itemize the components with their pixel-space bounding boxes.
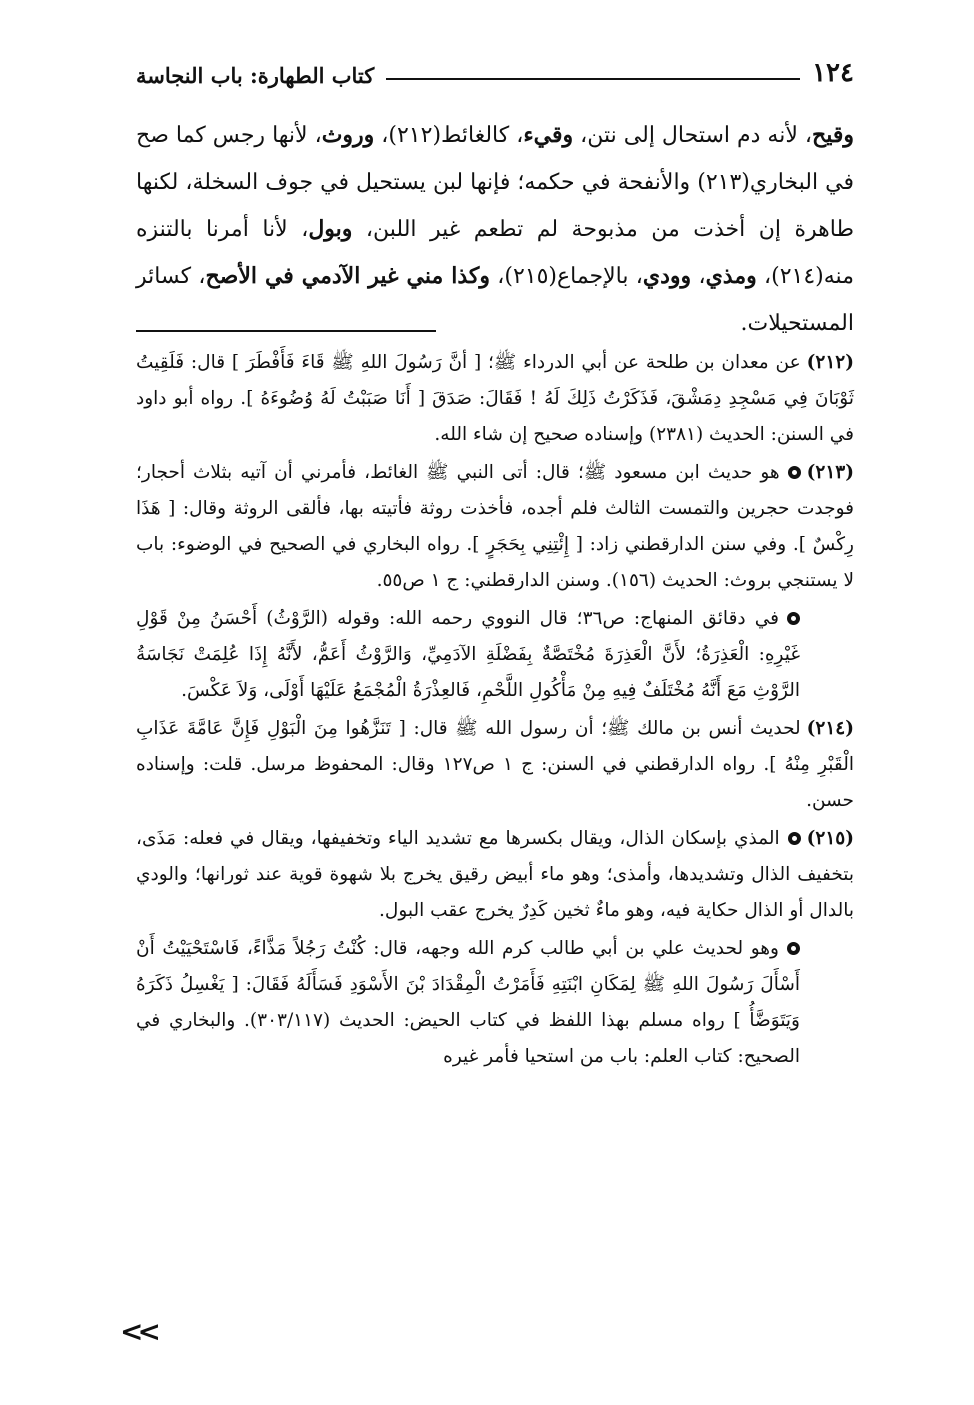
footnote-separator: [136, 330, 436, 332]
term: وروث: [321, 122, 375, 148]
main-text: [136, 112, 854, 347]
footnote-text: في دقائق المنهاج: ص٣٦؛ قال النووي رحمه الله: وقوله (الرَّوْثُ) أَحْسَنُ مِنْ قَوْلِ غَيْرِهِ: الْعَذِرَةُ؛ لأَنَّ الْعَذِرَةَ مُخْتَصَّةٌ بِفَضْلَةِ الآدَمِيِّ، وَالرَّوْثُ أَعَمُّ، لأَنَّهُ إِذَا عُلِمَتْ نَجَاسَةُ الرَّوْثِ مَعَ أَنَّهُ مُخْتَلَفٌ فِيهِ مِنْ مَأْكُولِ اللَّحْمِ، فَالعِذْرَةُ الْمُجْمَعُ عَلَيْهَا أَوْلَى، وَلاَ عَكْسَ.: [136, 608, 800, 701]
main-text-segment: ، بالإجماع(٢١٥)،: [489, 264, 643, 289]
main-text-segment: ، لأنه دم استحال إلى نتن،: [573, 123, 813, 148]
footnote-number: (٢١٥): [806, 828, 854, 849]
bullet-icon: [787, 612, 800, 625]
main-text-segment: ، لأنها رجس كما صح في البخاري(٢١٣) والأنفحة في حكمه؛ فإنها لبن يستحيل في جوف السخلة، لكنها طاهرة إن أخذت من مذبوحة لم تطعم غير اللبن،: [136, 123, 854, 242]
footnote-213: [136, 455, 854, 599]
main-text-segment: ، لأنا أمرنا بالتنزه منه(٢١٤)،: [136, 217, 854, 289]
footnote-214: [136, 711, 854, 819]
main-text-segment: ، كالغائط(٢١٢)،: [374, 123, 524, 148]
main-text-segment: ، كسائر المستحيلات.: [136, 264, 854, 336]
running-title: كتاب الطهارة: باب النجاسة: [136, 63, 375, 88]
footnote-number: (٢١٤): [806, 718, 854, 739]
footnote-212: [136, 345, 854, 453]
footnotes: [136, 345, 854, 1077]
footnote-text: هو حديث ابن مسعود ﷺ؛ قال: أتى النبي ﷺ الغائط، فأمرني أن آتيه بثلاث أحجار؛ فوجدت حجرين والتمست الثالث فلم أجده، فأخذت روثة فأتيته بها، فألقى الروثة وقال: [ هَذَا رِكْسٌ ]. وفي سنن الدارقطني زاد: [ إِئْتِنِي بِحَجَرٍ ]. رواه البخاري في الصحيح في الوضوء: باب لا يستنجي بروث: الحديث (١٥٦). وسنن الدارقطني: ج ١ ص٥٥.: [136, 462, 854, 591]
term: وقيح: [812, 122, 854, 148]
bullet-icon: [788, 466, 801, 479]
term: وكذا مني غير الآدمي في الأصح: [205, 263, 490, 289]
main-paragraph: [136, 112, 854, 347]
footnote-text: وهو لحديث علي بن أبي طالب كرم الله وجهه، قال: كُنْتُ رَجُلاً مَذَّاءً، فَاسْتَحْيَيْتُ أَنْ أَسْأَلَ رَسُولَ اللهِ ﷺ لِمَكَانِ ابْنَتِهِ فَأَمَرْتُ الْمِقْدَادَ بْنَ الأَسْوَدِ فَسَأَلَهُ فَقَالَ: [ يَغْسِلُ ذَكَرَهُ وَيَتَوَضَّأُ ] رواه مسلم بهذا اللفظ في كتاب الحيض: الحديث (٣٠٣/١١٧). والبخاري في الصحيح: كتاب العلم: باب من استحيا فأمر غيره: [136, 938, 800, 1067]
header-rule: [386, 78, 800, 80]
term: ومذي: [705, 263, 757, 289]
term: وقيء: [523, 122, 574, 148]
footnote-number: (٢١٣): [806, 462, 854, 483]
bullet-icon: [788, 832, 801, 845]
page-header: [136, 50, 854, 86]
footnote-213-sub: [136, 601, 854, 709]
page-number: ١٢٤: [812, 58, 854, 88]
footnote-text: لحديث أنس بن مالك ﷺ؛ أن رسول الله ﷺ قال: [ تَنَزَّهُوا مِنَ الْبَوْلِ فَإِنَّ عَامَّةَ عَذَابِ الْقَبْرِ مِنْهُ ]. رواه الدارقطني في السنن: ج ١ ص١٢٧ وقال: المحفوظ مرسل. قلت: وإسناده حسن.: [136, 718, 854, 811]
footnote-number: (٢١٢): [806, 352, 854, 373]
term: وبول: [308, 216, 353, 242]
footnote-text: عن معدان بن طلحة عن أبي الدرداء ﷺ؛ [ أنَّ رَسُولَ اللهِ ﷺ قَاءَ فَأَفْطَرَ ] قال: فَلَقِيتُ ثَوْبَانَ فِي مَسْجِدِ دِمَشْقَ، فَذَكَرْتُ ذَلِكَ لَهُ ! فَقَالَ: صَدَقَ [ أَنَا صَبَبْتُ لَهُ وُضُوءَهُ ]. رواه أبو داود في السنن: الحديث (٢٣٨١) وإسناده صحيح إن شاء الله.: [136, 352, 854, 445]
term: وودي: [642, 263, 692, 289]
bullet-icon: [787, 942, 800, 955]
footnote-215: [136, 821, 854, 929]
main-text-segment: ،: [691, 264, 706, 289]
footnote-215-sub: [136, 931, 854, 1075]
continuation-mark: <<: [120, 1315, 155, 1348]
footnote-text: المذي بإسكان الذال، ويقال بكسرها مع تشديد الياء وتخفيفها، ويقال في فعله: مَذَى، بتخفيف الذال وتشديدها، وأمذى؛ وهو ماء أبيض رقيق يخرج بلا شهوة قوية عند ثورانها؛ والودي بالدال أو الذال حكاية فيه، وهو ماءٌ ثخين كَدِرٌ يخرج عقب البول.: [136, 828, 854, 921]
